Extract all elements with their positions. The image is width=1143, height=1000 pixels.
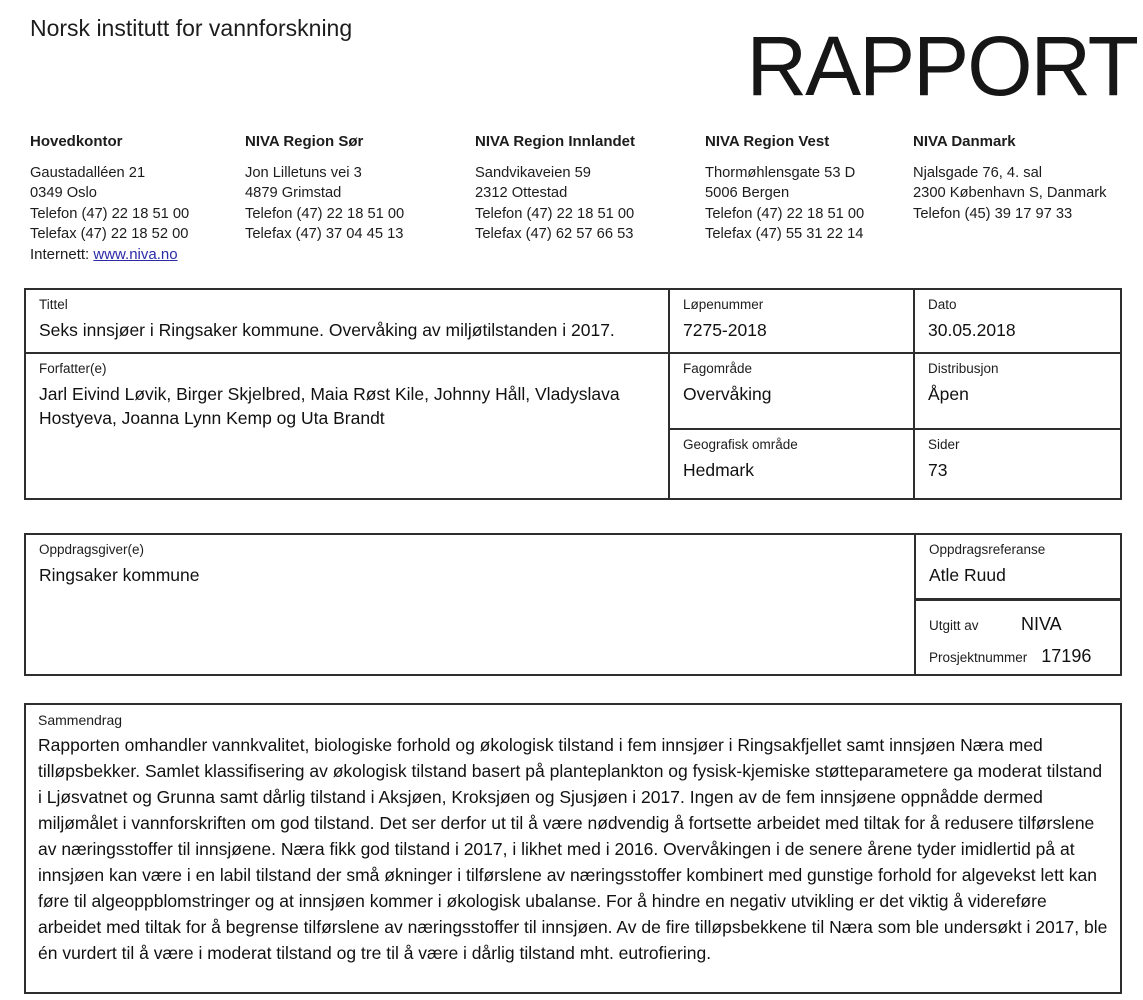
rapport-banner: RAPPORT <box>746 19 1137 113</box>
office-fax-line: Telefax (47) 37 04 45 13 <box>245 225 404 242</box>
office-column-danmark <box>913 133 1138 224</box>
geografisk-omrade-cell <box>670 430 915 498</box>
office-column-region-sor <box>245 133 460 244</box>
fagomrade-value: Overvåking <box>683 384 772 404</box>
fagomrade-cell <box>670 354 915 430</box>
utgitt-av-value: NIVA <box>1021 614 1062 634</box>
distribusjon-value: Åpen <box>928 384 969 404</box>
internet-line <box>30 246 178 263</box>
utgitt-av-row <box>929 614 1107 635</box>
office-address-line: 4879 Grimstad <box>245 185 342 202</box>
office-address-line: Gaustadalléen 21 <box>30 165 146 181</box>
utgitt-av-cell <box>916 601 1120 674</box>
office-address-line: 2300 København S, Danmark <box>913 185 1107 202</box>
sider-label: Sider <box>928 437 960 452</box>
dato-label: Dato <box>928 297 957 312</box>
oppdragsreferanse-value: Atle Ruud <box>929 565 1006 585</box>
lopenummer-value: 7275-2018 <box>683 320 767 340</box>
office-phone-line: Telefon (47) 22 18 51 00 <box>705 205 865 222</box>
office-name: NIVA Region Innlandet <box>475 133 635 150</box>
prosjektnummer-label: Prosjektnummer <box>929 650 1028 665</box>
internet-label: Internett: <box>30 246 94 263</box>
office-name: Hovedkontor <box>30 133 123 150</box>
office-column-region-vest <box>705 133 920 244</box>
office-fax-line: Telefax (47) 62 57 66 53 <box>475 225 634 242</box>
tittel-value: Seks innsjøer i Ringsaker kommune. Overvåking av miljøtilstanden i 2017. <box>39 320 615 340</box>
sider-cell <box>915 430 1120 498</box>
office-phone-line: Telefon (47) 22 18 51 00 <box>30 205 190 222</box>
prosjektnummer-row <box>929 646 1107 667</box>
office-name: NIVA Danmark <box>913 133 1016 150</box>
distribusjon-label: Distribusjon <box>928 361 999 376</box>
oppdragsreferanse-cell <box>916 535 1120 601</box>
client-info-table <box>24 533 1122 676</box>
lopenummer-label: Løpenummer <box>683 297 764 312</box>
oppdragsreferanse-label: Oppdragsreferanse <box>929 542 1046 557</box>
sider-value: 73 <box>928 460 948 480</box>
office-name: NIVA Region Vest <box>705 133 830 150</box>
office-address-line: 0349 Oslo <box>30 185 97 202</box>
office-fax-line: Telefax (47) 55 31 22 14 <box>705 225 864 242</box>
office-name: NIVA Region Sør <box>245 133 364 150</box>
sammendrag-label: Sammendrag <box>38 712 123 728</box>
forfatter-cell <box>26 354 670 498</box>
tittel-label: Tittel <box>39 297 68 312</box>
forfatter-label: Forfatter(e) <box>39 361 107 376</box>
office-address-line: 5006 Bergen <box>705 185 790 202</box>
report-info-table <box>24 288 1122 500</box>
distribusjon-cell <box>915 354 1120 430</box>
sammendrag-text: Rapporten omhandler vannkvalitet, biologiske forhold og økologisk tilstand i fem innsjøer i Ringsakfjellet samt innsjøen Næra med tilløpsbekker. Samlet klassifisering av økologisk tilstand basert på planteplankton og fysisk-kjemiske støtteparametere ga moderat tilstand i Ljøsvatnet og Grunna samt dårlig tilstand i Aksjøen, Kroksjøen og Sjusjøen i 2017. Ingen av de fem innsjøene oppnådde dermed miljømålet i vannforskriften om god tilstand. Det ser derfor ut til å være nødvendig å fortsette arbeidet med tiltak for å redusere tilførslene av næringsstoffer til innsjøene. Næra fikk god tilstand i 2017, i likhet med i 2016. Overvåkingen i de senere årene tyder imidlertid på at innsjøen kan være i en labil tilstand der små økninger i tilførslene av næringsstoffer kombinert med gunstige forhold for algevekst lett kan føre til algeoppblomstringer og at innsjøen kommer i økologisk ubalanse. For å hindre en negativ utvikling er det viktig å videreføre arbeidet med tiltak for å begrense tilførslene av næringsstoffer til innsjøen. Av de fire tilløpsbekkene til Næra som ble undersøkt i 2017, ble én vurdert til å være i moderat tilstand og tre til å være i dårlig tilstand mht. eutrofiering. <box>38 735 1108 963</box>
tittel-cell <box>26 290 670 354</box>
utgitt-av-label: Utgitt av <box>929 618 979 633</box>
prosjektnummer-value: 17196 <box>1041 646 1092 666</box>
office-address-line: Njalsgade 76, 4. sal <box>913 165 1043 181</box>
office-phone-line: Telefon (45) 39 17 97 33 <box>913 205 1073 222</box>
office-address-line: Jon Lilletuns vei 3 <box>245 165 362 181</box>
niva-website-link[interactable]: www.niva.no <box>93 246 178 263</box>
dato-cell <box>915 290 1120 354</box>
fagomrade-label: Fagområde <box>683 361 753 376</box>
office-phone-line: Telefon (47) 22 18 51 00 <box>475 205 635 222</box>
geografisk-omrade-value: Hedmark <box>683 460 754 480</box>
office-phone-line: Telefon (47) 22 18 51 00 <box>245 205 405 222</box>
forfatter-value: Jarl Eivind Løvik, Birger Skjelbred, Maia Røst Kile, Johnny Håll, Vladyslava Hostyeva, Joanna Lynn Kemp og Uta Brandt <box>39 384 620 428</box>
sammendrag-box <box>24 703 1122 994</box>
office-address-line: 2312 Ottestad <box>475 185 568 202</box>
office-fax-line: Telefax (47) 22 18 52 00 <box>30 225 189 242</box>
geografisk-omrade-label: Geografisk område <box>683 437 798 452</box>
oppdragsgiver-cell <box>26 535 916 674</box>
dato-value: 30.05.2018 <box>928 320 1016 340</box>
oppdragsgiver-label: Oppdragsgiver(e) <box>39 542 145 557</box>
office-address-line: Thormøhlensgate 53 D <box>705 165 856 181</box>
lopenummer-cell <box>670 290 915 354</box>
office-address-line: Sandvikaveien 59 <box>475 165 591 181</box>
oppdragsgiver-value: Ringsaker kommune <box>39 565 200 585</box>
office-column-hovedkontor <box>30 133 245 244</box>
office-column-region-innlandet <box>475 133 690 244</box>
org-name: Norsk institutt for vannforskning <box>30 15 353 41</box>
